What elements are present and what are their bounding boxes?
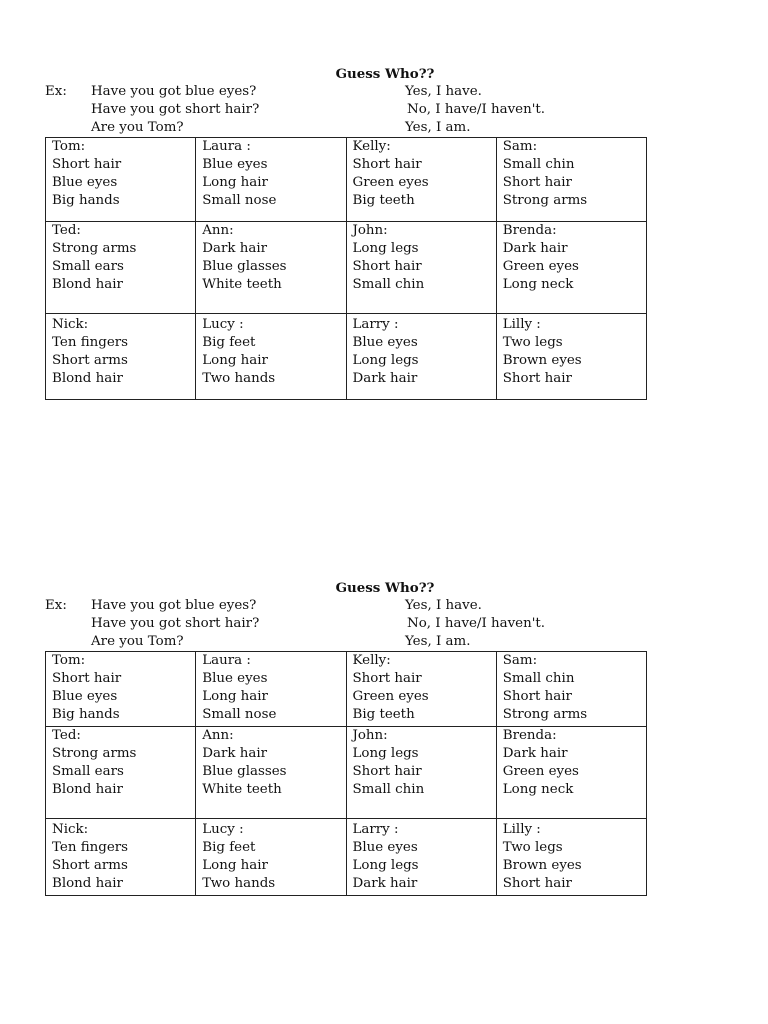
- character-trait: Strong arms: [502, 193, 588, 208]
- character-trait: Ten fingers: [52, 335, 129, 350]
- example-answer: Yes, I have.: [405, 84, 482, 99]
- grid-row: [46, 314, 647, 400]
- character-trait: Blond hair: [52, 876, 123, 891]
- character-trait: Short hair: [352, 259, 422, 274]
- character-card-brenda: [496, 222, 646, 314]
- example-answer: Yes, I am.: [405, 120, 471, 135]
- character-trait: Long legs: [352, 241, 419, 256]
- character-card-lucy: [196, 314, 346, 400]
- character-trait: Long legs: [352, 858, 419, 873]
- character-card-lilly: [496, 314, 646, 400]
- character-trait: Short arms: [52, 858, 128, 873]
- character-trait: Blue eyes: [202, 671, 268, 686]
- character-name: Laura :: [202, 139, 251, 154]
- character-trait: Blue eyes: [52, 689, 118, 704]
- character-trait: Big feet: [202, 335, 256, 350]
- character-trait: Short hair: [352, 157, 422, 172]
- character-trait: Brown eyes: [502, 353, 582, 368]
- character-trait: Brown eyes: [502, 858, 582, 873]
- character-card-laura: [196, 138, 346, 222]
- example-answer: Yes, I have.: [405, 598, 482, 613]
- character-trait: Blue glasses: [202, 764, 287, 779]
- grid-row: [46, 652, 647, 727]
- character-trait: Strong arms: [52, 746, 137, 761]
- character-card-tom: [46, 652, 196, 727]
- character-card-ann: [196, 727, 346, 819]
- character-trait: Big hands: [52, 193, 120, 208]
- character-trait: Two legs: [502, 335, 563, 350]
- character-trait: Short hair: [352, 764, 422, 779]
- character-name: Kelly:: [352, 139, 391, 154]
- character-trait: Big hands: [52, 707, 120, 722]
- character-trait: Long legs: [352, 746, 419, 761]
- example-question: Have you got short hair?: [91, 616, 260, 631]
- character-trait: Blond hair: [52, 277, 123, 292]
- character-trait: Dark hair: [502, 746, 568, 761]
- character-trait: Blue eyes: [352, 335, 418, 350]
- character-card-tom: [46, 138, 196, 222]
- character-name: Kelly:: [352, 653, 391, 668]
- character-name: Tom:: [52, 653, 86, 668]
- character-trait: Big teeth: [352, 193, 415, 208]
- character-card-kelly: [346, 138, 496, 222]
- character-name: Ann:: [202, 728, 234, 743]
- character-name: John:: [352, 728, 388, 743]
- character-trait: Short hair: [52, 157, 122, 172]
- character-name: Nick:: [52, 317, 89, 332]
- character-grid: [45, 651, 647, 896]
- grid-row: [46, 819, 647, 896]
- character-card-lucy: [196, 819, 346, 896]
- character-card-lilly: [496, 819, 646, 896]
- character-card-laura: [196, 652, 346, 727]
- character-trait: Short hair: [352, 671, 422, 686]
- character-card-kelly: [346, 652, 496, 727]
- character-trait: Short hair: [502, 689, 572, 704]
- character-trait: Short hair: [52, 671, 122, 686]
- example-question: Have you got blue eyes?: [91, 598, 257, 613]
- character-card-brenda: [496, 727, 646, 819]
- example-question: Are you Tom?: [91, 634, 184, 649]
- example-question: Are you Tom?: [91, 120, 184, 135]
- character-trait: Short arms: [52, 353, 128, 368]
- character-card-sam: [496, 652, 646, 727]
- character-trait: Green eyes: [502, 764, 579, 779]
- character-trait: Two hands: [202, 876, 276, 891]
- character-trait: Blue eyes: [352, 840, 418, 855]
- character-card-nick: [46, 819, 196, 896]
- character-trait: Long hair: [202, 858, 268, 873]
- character-trait: Dark hair: [202, 241, 268, 256]
- character-trait: Short hair: [502, 876, 572, 891]
- character-trait: Strong arms: [52, 241, 137, 256]
- character-trait: Green eyes: [502, 259, 579, 274]
- character-trait: Dark hair: [352, 371, 418, 386]
- example-label: Ex:: [45, 598, 67, 613]
- character-name: Tom:: [52, 139, 86, 154]
- example-answer: No, I have/I haven't.: [407, 102, 546, 117]
- character-card-ted: [46, 222, 196, 314]
- character-trait: Dark hair: [352, 876, 418, 891]
- example-question: Have you got short hair?: [91, 102, 260, 117]
- character-name: Larry :: [352, 822, 399, 837]
- character-trait: Small nose: [202, 193, 277, 208]
- character-trait: Strong arms: [502, 707, 588, 722]
- character-trait: Dark hair: [502, 241, 568, 256]
- character-card-nick: [46, 314, 196, 400]
- character-trait: Short hair: [502, 175, 572, 190]
- character-name: Ted:: [52, 728, 81, 743]
- character-trait: Blond hair: [52, 371, 123, 386]
- example-label: Ex:: [45, 84, 67, 99]
- character-name: Lucy :: [202, 822, 244, 837]
- character-name: Ann:: [202, 223, 234, 238]
- character-name: Lilly :: [502, 317, 541, 332]
- character-trait: Blond hair: [52, 782, 123, 797]
- character-trait: Small chin: [502, 157, 575, 172]
- character-trait: Green eyes: [352, 689, 429, 704]
- worksheet-title: Guess Who??: [335, 580, 435, 596]
- character-name: Sam:: [502, 653, 538, 668]
- example-answer: No, I have/I haven't.: [407, 616, 546, 631]
- character-trait: Long hair: [202, 689, 268, 704]
- character-card-larry: [346, 314, 496, 400]
- character-trait: Blue eyes: [202, 157, 268, 172]
- character-name: Brenda:: [502, 728, 557, 743]
- character-trait: Two hands: [202, 371, 276, 386]
- character-trait: Green eyes: [352, 175, 429, 190]
- character-card-ted: [46, 727, 196, 819]
- character-trait: Small ears: [52, 764, 124, 779]
- character-card-sam: [496, 138, 646, 222]
- character-name: Larry :: [352, 317, 399, 332]
- character-name: Lilly :: [502, 822, 541, 837]
- character-trait: Small chin: [352, 782, 425, 797]
- character-name: Ted:: [52, 223, 81, 238]
- worksheet-title: Guess Who??: [335, 66, 435, 82]
- character-trait: Blue glasses: [202, 259, 287, 274]
- character-trait: Blue eyes: [52, 175, 118, 190]
- grid-row: [46, 138, 647, 222]
- character-trait: Small nose: [202, 707, 277, 722]
- character-name: Lucy :: [202, 317, 244, 332]
- character-trait: Ten fingers: [52, 840, 129, 855]
- character-trait: Long hair: [202, 353, 268, 368]
- character-trait: White teeth: [202, 782, 282, 797]
- character-trait: Long hair: [202, 175, 268, 190]
- character-card-john: [346, 222, 496, 314]
- grid-row: [46, 727, 647, 819]
- character-card-ann: [196, 222, 346, 314]
- character-trait: Dark hair: [202, 746, 268, 761]
- character-card-larry: [346, 819, 496, 896]
- grid-row: [46, 222, 647, 314]
- character-trait: White teeth: [202, 277, 282, 292]
- character-name: Nick:: [52, 822, 89, 837]
- character-trait: Small chin: [502, 671, 575, 686]
- character-card-john: [346, 727, 496, 819]
- character-name: John:: [352, 223, 388, 238]
- character-trait: Long neck: [502, 782, 574, 797]
- character-trait: Short hair: [502, 371, 572, 386]
- character-trait: Small ears: [52, 259, 124, 274]
- example-question: Have you got blue eyes?: [91, 84, 257, 99]
- example-answer: Yes, I am.: [405, 634, 471, 649]
- character-trait: Big teeth: [352, 707, 415, 722]
- character-name: Laura :: [202, 653, 251, 668]
- character-trait: Small chin: [352, 277, 425, 292]
- character-grid: [45, 137, 647, 400]
- character-name: Brenda:: [502, 223, 557, 238]
- character-trait: Two legs: [502, 840, 563, 855]
- character-trait: Big feet: [202, 840, 256, 855]
- character-trait: Long neck: [502, 277, 574, 292]
- character-name: Sam:: [502, 139, 538, 154]
- character-trait: Long legs: [352, 353, 419, 368]
